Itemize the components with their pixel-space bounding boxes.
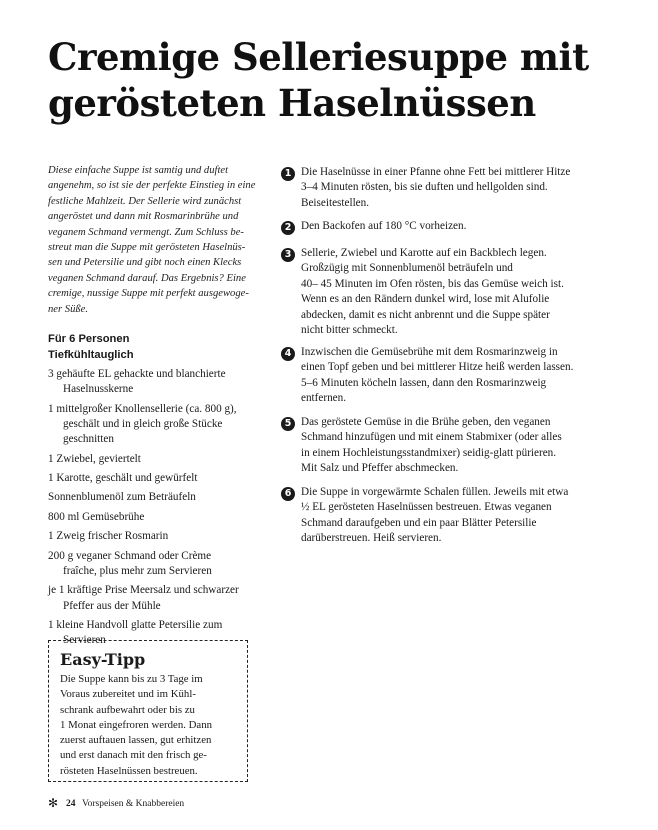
step-text [301,165,611,211]
ingredient-line: 1 Karotte, geschält und gewürfelt [48,472,198,485]
step-line: Beiseitestellen. [301,196,370,209]
step-line: entfernen. [301,392,347,405]
step-number-badge: 6 [281,487,295,501]
step-line: Mit Salz und Pfeffer abschmecken. [301,462,459,475]
intro-line: Diese einfache Suppe ist samtig und duftet [48,165,229,176]
intro-line: veganem Schmand vermengt. Zum Schluss be- [48,226,244,238]
tip-line: und erst danach mit den frisch ge- [60,749,207,762]
ingredient-item [48,452,263,467]
step-text [301,246,611,338]
tip-title: Easy-Tipp [60,650,146,669]
step-line: 5–6 Minuten köcheln lassen, dann den Rosmarinzweig [301,376,547,389]
intro-text [48,163,256,317]
ingredient-line: fraîche, plus mehr zum Servieren [63,564,212,577]
step-line: nicht bitter schmeckt. [301,324,398,337]
tip-box [48,640,248,782]
step-line: Den Backofen auf 180 °C vorheizen. [301,220,467,232]
intro-line: cremige, nussige Suppe mit perfekt ausgewoge- [48,288,249,300]
title-line: gerösteten Haselnüssen [48,81,536,125]
ingredient-line: geschnitten [63,433,114,446]
intro-line: sen und Petersilie und gibt noch einen Klecks [48,257,242,269]
ingredient-line: 1 mittelgroßer Knollensellerie (ca. 800 g), [48,402,237,415]
step-line: 3–4 Minuten rösten, bis sie duften und hellgolden sind. [301,181,548,194]
ingredient-line: 3 gehäufte EL gehackte und blanchierte [48,368,226,380]
title-line: Cremige Selleriesuppe mit [48,35,589,79]
ingredient-item [48,490,263,505]
step-line: abdecken, damit es nicht anbrennt und die Suppe später [301,308,550,321]
ingredient-item [48,402,263,448]
step-line: Großzügig mit Sonnenblumenöl beträufeln und [301,262,513,275]
step-line: Die Haselnüsse in einer Pfanne ohne Fett bei mittlerer Hitze [301,166,571,178]
step-text [301,415,611,477]
step-line: 40– 45 Minuten im Ofen rösten, bis das Gemüse weich ist. [301,277,564,290]
step-line: Das geröstete Gemüse in die Brühe geben, den veganen [301,416,551,428]
step-line: Die Suppe in vorgewärmte Schalen füllen. Jeweils mit etwa [301,486,569,498]
ingredient-list [48,367,263,653]
step-line: ½ EL gerösteten Haselnüssen bestreuen. Etwas veganen [301,501,552,514]
ingredient-line: Pfeffer aus der Mühle [63,599,161,612]
tip-line: zuerst auftauen lassen, gut erhitzen [60,734,212,747]
step-text [301,345,611,407]
intro-line: veganen Schmand darauf. Das Ergebnis? Eine [48,272,246,284]
ingredient-line: Haselnusskerne [63,383,134,396]
ingredient-line: geschält und in gleich große Stücke [63,417,223,430]
tip-line: schrank aufbewahrt oder bis zu [60,703,195,716]
page-title [48,34,628,126]
intro-line: festliche Mahlzeit. Der Sellerie wird zunächst [48,195,242,207]
step-number-badge: 2 [281,221,295,235]
step-text [301,485,611,547]
step-text [301,219,611,234]
ingredient-item [48,510,263,525]
tip-line: Die Suppe kann bis zu 3 Tage im [60,673,203,685]
step-line: darüberstreuen. Heiß servieren. [301,532,442,545]
snowflake-icon: ✻ [48,796,59,810]
step-line: Schmand hinzufügen und mit einem Stabmixer (oder alles [301,431,562,444]
step-number-badge: 3 [281,248,295,262]
ingredient-item [48,367,263,398]
ingredient-line: Servieren [63,634,106,647]
step-line: Schmand daraufgeben und ein paar Blätter Petersilie [301,516,537,529]
ingredient-item [48,583,263,614]
ingredient-line: 800 ml Gemüsebrühe [48,510,145,523]
intro-line: streut man die Suppe mit gerösteten Haselnüs- [48,242,246,254]
ingredient-line: 1 Zwiebel, geviertelt [48,452,141,465]
intro-line: ner Süße. [48,303,89,315]
step-line: in einem Hochleistungsstandmixer) seidig-glatt pürieren. [301,446,557,459]
ingredient-line: 1 kleine Handvoll glatte Petersilie zum [48,619,223,631]
tip-line: 1 Monat eingefroren werden. Dann [60,718,212,731]
step-line: Wenn es an den Rändern dunkel wird, lose mit Alufolie [301,293,550,306]
step-line: Sellerie, Zwiebel und Karotte auf ein Backblech legen. [301,247,547,259]
ingredient-line: 200 g veganer Schmand oder Crème [48,549,212,562]
ingredient-item [48,471,263,486]
section-name: Vorspeisen & Knabbereien [82,799,185,809]
intro-line: angenehm, so ist sie der perfekte Einstieg in eine [48,180,256,192]
page-number: 24 [66,799,76,809]
step-line: Inzwischen die Gemüsebrühe mit dem Rosmarinzweig in [301,346,558,358]
ingredient-line: Sonnenblumenöl zum Beträufeln [48,491,196,504]
step-number-badge: 4 [281,347,295,361]
servings-info [48,331,258,363]
ingredient-line: je 1 kräftige Prise Meersalz und schwarzer [48,584,239,597]
step-number-badge: 1 [281,167,295,181]
step-line: einen Topf geben und bei mittlerer Hitze heiß werden lassen. [301,361,574,374]
intro-line: angeröstet und dann mit Rosmarinbrühe und [48,211,239,223]
tip-line: rösteten Haselnüssen bestreuen. [60,764,198,777]
tip-line: Voraus zubereitet und im Kühl- [60,688,196,701]
tip-text [60,672,237,779]
freezer-note: Tiefkühltauglich [48,349,134,361]
ingredient-item [48,549,263,580]
page-footer [48,797,368,811]
ingredient-line: 1 Zweig frischer Rosmarin [48,530,169,543]
ingredient-item [48,529,263,544]
step-number-badge: 5 [281,417,295,431]
servings-count: Für 6 Personen [48,333,130,345]
